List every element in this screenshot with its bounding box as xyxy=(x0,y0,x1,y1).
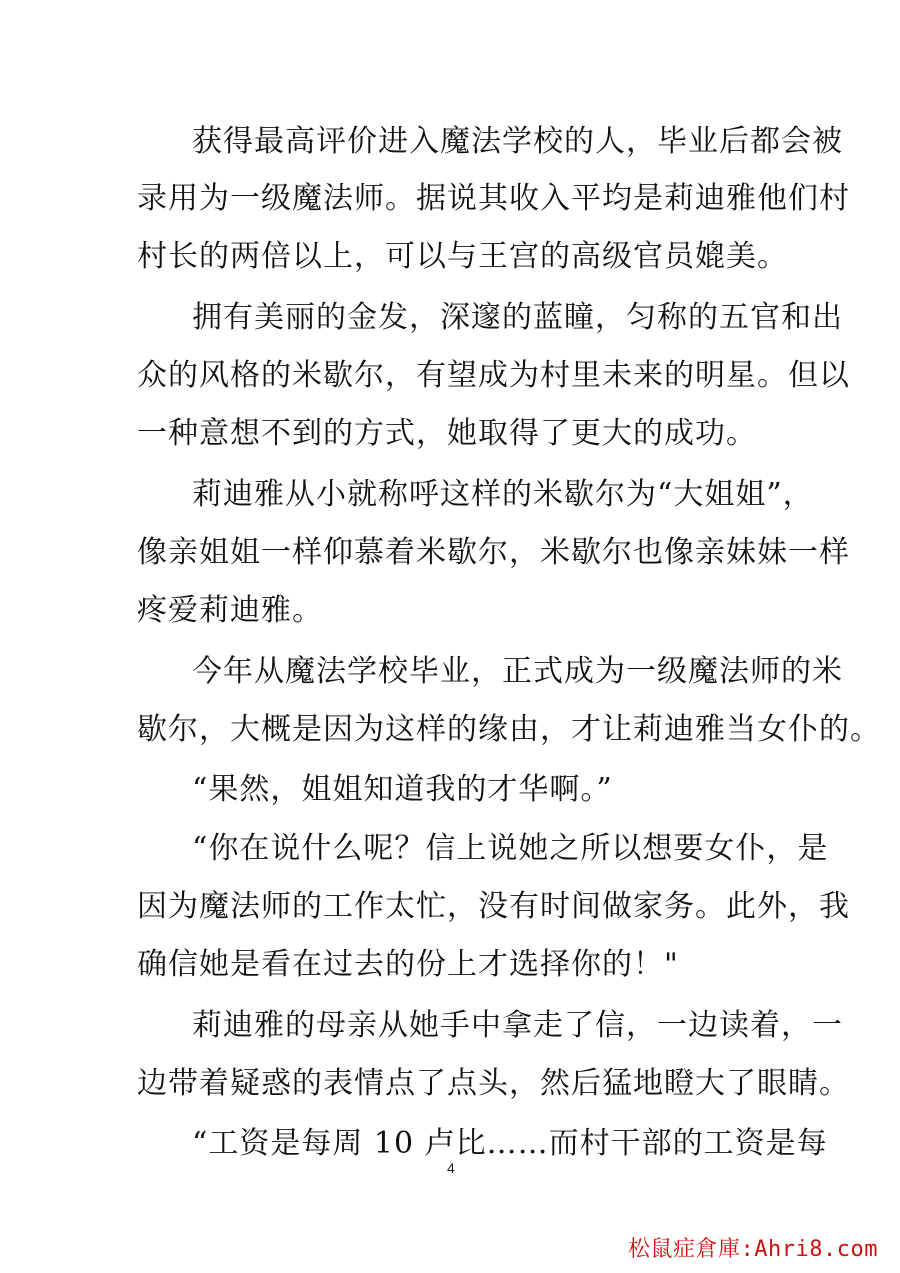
text-line: 像亲姐姐一样仰慕着米歇尔，米歇尔也像亲妹妹一样 xyxy=(137,535,850,570)
text-line: 确信她是看在过去的份上才选择你的！" xyxy=(137,947,679,982)
text-line: 今年从魔法学校毕业，正式成为一级魔法师的米 xyxy=(192,654,843,689)
text-line: 莉迪雅的母亲从她手中拿走了信，一边读着，一 xyxy=(192,1008,843,1043)
text-line: 疼爱莉迪雅。 xyxy=(137,593,323,628)
text-line: 因为魔法师的工作太忙，没有时间做家务。此外，我 xyxy=(137,889,850,924)
text-line: “果然，姐姐知道我的才华啊。” xyxy=(192,772,613,807)
page-number: 4 xyxy=(447,1160,455,1176)
text-line: “工资是每周 10 卢比……而村干部的工资是每 xyxy=(192,1126,828,1161)
text-line: 一种意想不到的方式，她取得了更大的成功。 xyxy=(137,416,757,451)
text-line: 歇尔，大概是因为这样的缘由，才让莉迪雅当女仆的。 xyxy=(137,712,881,747)
text-line: 录用为一级魔法师。据说其收入平均是莉迪雅他们村 xyxy=(137,181,850,216)
text-line: 获得最高评价进入魔法学校的人，毕业后都会被 xyxy=(192,124,843,159)
text-line: 边带着疑惑的表情点了点头，然后猛地瞪大了眼睛。 xyxy=(137,1066,850,1101)
text-line: 村长的两倍以上，可以与王宫的高级官员媲美。 xyxy=(137,239,788,274)
text-line: “你在说什么呢？信上说她之所以想要女仆，是 xyxy=(192,831,829,866)
text-line: 莉迪雅从小就称呼这样的米歇尔为“大姐姐”， xyxy=(192,477,814,512)
text-line: 拥有美丽的金发，深邃的蓝瞳，匀称的五官和出 xyxy=(192,300,843,335)
watermark: 松鼠症倉庫:Ahri8.com xyxy=(628,1237,878,1262)
text-line: 众的风格的米歇尔，有望成为村里未来的明星。但以 xyxy=(137,358,850,393)
